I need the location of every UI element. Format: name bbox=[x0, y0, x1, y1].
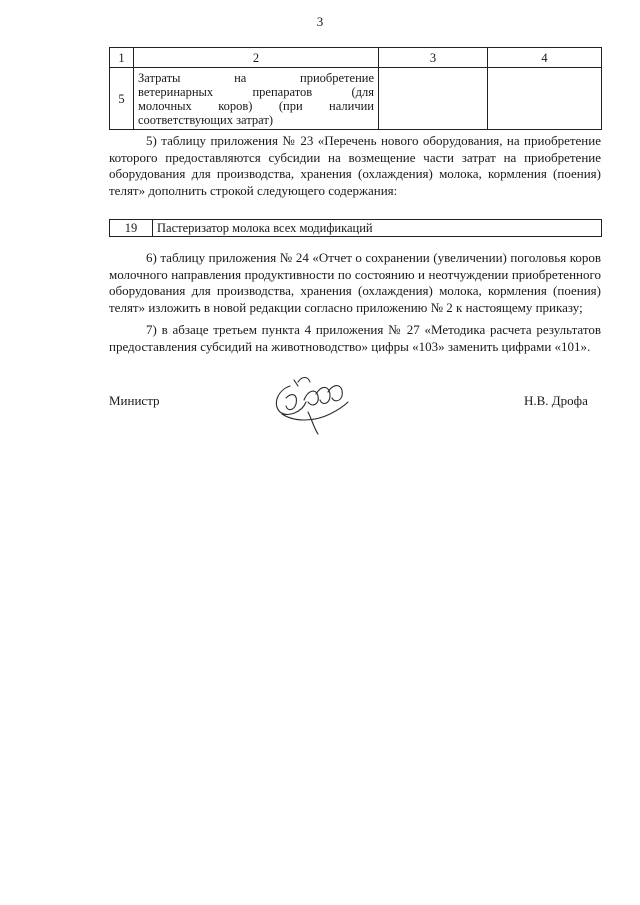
empty-cell bbox=[488, 68, 602, 130]
row-description-line: соответствующих затрат) bbox=[138, 112, 273, 127]
row-description-line: Затраты на приобретение bbox=[138, 70, 374, 85]
signatory-title: Министр bbox=[109, 393, 160, 408]
table-header-row bbox=[110, 48, 602, 68]
item-7-paragraph bbox=[109, 322, 601, 355]
equipment-costs-table bbox=[109, 47, 602, 130]
header-cell: 3 bbox=[379, 48, 488, 68]
row-number: 19 bbox=[110, 220, 153, 237]
new-equipment-row-table bbox=[109, 219, 602, 237]
handwritten-signature bbox=[268, 372, 352, 438]
row-description: Пастеризатор молока всех модификаций bbox=[153, 220, 602, 237]
table-row bbox=[110, 68, 602, 130]
row-number: 5 bbox=[110, 68, 134, 130]
empty-cell bbox=[379, 68, 488, 130]
page-number: 3 bbox=[316, 14, 324, 29]
item-7-text: 7) в абзаце третьем пункта 4 приложения № 27 «Методика расчета результатов предоставления субсидий на животноводство» цифры «103» заменить цифрами «101». bbox=[109, 322, 601, 354]
header-cell: 4 bbox=[488, 48, 602, 68]
row-description bbox=[134, 68, 379, 130]
item-6-text: 6) таблицу приложения № 24 «Отчет о сохранении (увеличении) поголовья коров молочного направления продуктивности по состоянию и неотчуждении приобретенного оборудования для производства, хранения (охлаждения) молока, кормления (поения) телят» изложить в новой редакции согласно приложению № 2 к настоящему приказу; bbox=[109, 250, 601, 315]
header-cell: 2 bbox=[134, 48, 379, 68]
table-row bbox=[110, 220, 602, 237]
item-5-paragraph bbox=[109, 133, 601, 199]
signatory-name: Н.В. Дрофа bbox=[524, 393, 588, 408]
row-description-line: ветеринарных препаратов (для bbox=[138, 84, 374, 99]
header-cell: 1 bbox=[110, 48, 134, 68]
item-6-paragraph bbox=[109, 250, 601, 316]
item-5-text: 5) таблицу приложения № 23 «Перечень нового оборудования, на приобретение которого предоставляются субсидии на возмещение части затрат на приобретение оборудования для производства, хранения (охлаждения) молока, кормления (поения) телят» дополнить строкой следующего содержания: bbox=[109, 133, 601, 198]
row-description-line: молочных коров) (при наличии bbox=[138, 98, 374, 113]
